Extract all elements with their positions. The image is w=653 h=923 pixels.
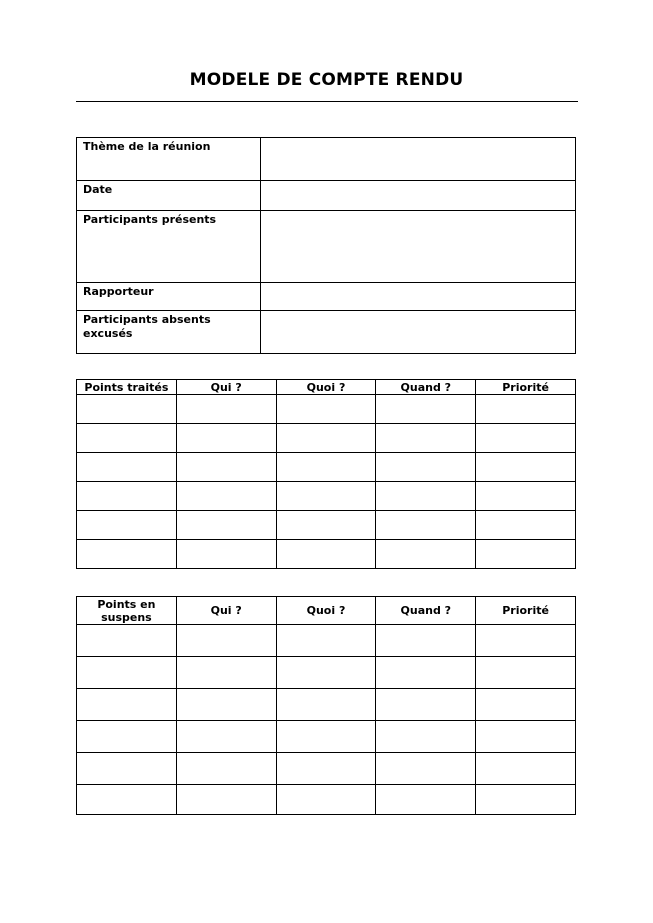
table-cell[interactable] (276, 785, 376, 815)
table-cell[interactable] (176, 721, 276, 753)
header-quoi: Quoi ? (276, 380, 376, 395)
table-cell[interactable] (476, 453, 576, 482)
table-cell[interactable] (376, 511, 476, 540)
title-divider (76, 101, 578, 102)
table-cell[interactable] (476, 482, 576, 511)
table-cell[interactable] (276, 689, 376, 721)
table-cell[interactable] (77, 689, 177, 721)
table-cell[interactable] (376, 753, 476, 785)
table-cell[interactable] (77, 453, 177, 482)
table-cell[interactable] (376, 482, 476, 511)
table-cell[interactable] (77, 625, 177, 657)
table-cell[interactable] (176, 625, 276, 657)
table-cell[interactable] (176, 785, 276, 815)
table-header-row (77, 597, 576, 625)
table-row (77, 540, 576, 569)
table-cell[interactable] (476, 753, 576, 785)
info-label-date: Date (77, 181, 261, 211)
table-cell[interactable] (276, 395, 376, 424)
info-row-rapporteur (77, 283, 576, 311)
info-label-absents: Participants absents excusés (77, 311, 261, 354)
header-priorite: Priorité (476, 380, 576, 395)
table-row (77, 424, 576, 453)
table-cell[interactable] (476, 424, 576, 453)
info-label-participants: Participants présents (77, 211, 261, 283)
table-cell[interactable] (376, 540, 476, 569)
table-cell[interactable] (376, 424, 476, 453)
table-cell[interactable] (176, 395, 276, 424)
table-row (77, 453, 576, 482)
table-cell[interactable] (276, 424, 376, 453)
info-value-participants[interactable] (261, 211, 576, 283)
table-row (77, 689, 576, 721)
info-row-theme (77, 138, 576, 181)
table-cell[interactable] (376, 395, 476, 424)
table-cell[interactable] (476, 395, 576, 424)
table-cell[interactable] (476, 540, 576, 569)
table-cell[interactable] (376, 785, 476, 815)
table-row (77, 482, 576, 511)
table-cell[interactable] (476, 625, 576, 657)
table-cell[interactable] (176, 753, 276, 785)
table-cell[interactable] (77, 753, 177, 785)
table-cell[interactable] (376, 657, 476, 689)
table-cell[interactable] (176, 453, 276, 482)
table-cell[interactable] (276, 753, 376, 785)
info-row-participants (77, 211, 576, 283)
table-cell[interactable] (77, 424, 177, 453)
table-cell[interactable] (77, 482, 177, 511)
table-cell[interactable] (376, 689, 476, 721)
table-cell[interactable] (476, 721, 576, 753)
table-cell[interactable] (376, 721, 476, 753)
table-row (77, 721, 576, 753)
info-row-date (77, 181, 576, 211)
document-title: MODELE DE COMPTE RENDU (189, 70, 464, 90)
table-cell[interactable] (77, 511, 177, 540)
info-label-rapporteur: Rapporteur (77, 283, 261, 311)
table-cell[interactable] (176, 424, 276, 453)
table-cell[interactable] (77, 785, 177, 815)
header-qui: Qui ? (176, 597, 276, 625)
table-cell[interactable] (376, 453, 476, 482)
table-cell[interactable] (476, 689, 576, 721)
table-cell[interactable] (176, 482, 276, 511)
table-cell[interactable] (77, 657, 177, 689)
table-cell[interactable] (77, 395, 177, 424)
table-row (77, 395, 576, 424)
table-row (77, 785, 576, 815)
header-qui: Qui ? (176, 380, 276, 395)
info-value-theme[interactable] (261, 138, 576, 181)
table-cell[interactable] (276, 657, 376, 689)
header-points-suspens: Points en suspens (77, 597, 177, 625)
table-cell[interactable] (276, 625, 376, 657)
table-cell[interactable] (276, 453, 376, 482)
points-suspens-table (76, 596, 576, 815)
info-value-rapporteur[interactable] (261, 283, 576, 311)
info-value-date[interactable] (261, 181, 576, 211)
table-cell[interactable] (276, 721, 376, 753)
table-header-row (77, 380, 576, 395)
table-cell[interactable] (476, 785, 576, 815)
table-cell[interactable] (476, 657, 576, 689)
table-cell[interactable] (276, 511, 376, 540)
header-quoi: Quoi ? (276, 597, 376, 625)
table-row (77, 625, 576, 657)
meeting-info-table (76, 137, 576, 354)
info-label-theme: Thème de la réunion (77, 138, 261, 181)
info-value-absents[interactable] (261, 311, 576, 354)
header-priorite: Priorité (476, 597, 576, 625)
table-cell[interactable] (176, 511, 276, 540)
info-row-absents (77, 311, 576, 354)
table-row (77, 511, 576, 540)
table-row (77, 657, 576, 689)
table-cell[interactable] (176, 540, 276, 569)
table-row (77, 753, 576, 785)
points-traites-table (76, 379, 576, 569)
table-cell[interactable] (77, 721, 177, 753)
table-cell[interactable] (476, 511, 576, 540)
header-quand: Quand ? (376, 380, 476, 395)
header-quand: Quand ? (376, 597, 476, 625)
header-points-traites: Points traités (77, 380, 177, 395)
table-cell[interactable] (176, 657, 276, 689)
table-cell[interactable] (276, 482, 376, 511)
table-cell[interactable] (376, 625, 476, 657)
table-cell[interactable] (176, 689, 276, 721)
table-cell[interactable] (276, 540, 376, 569)
table-cell[interactable] (77, 540, 177, 569)
